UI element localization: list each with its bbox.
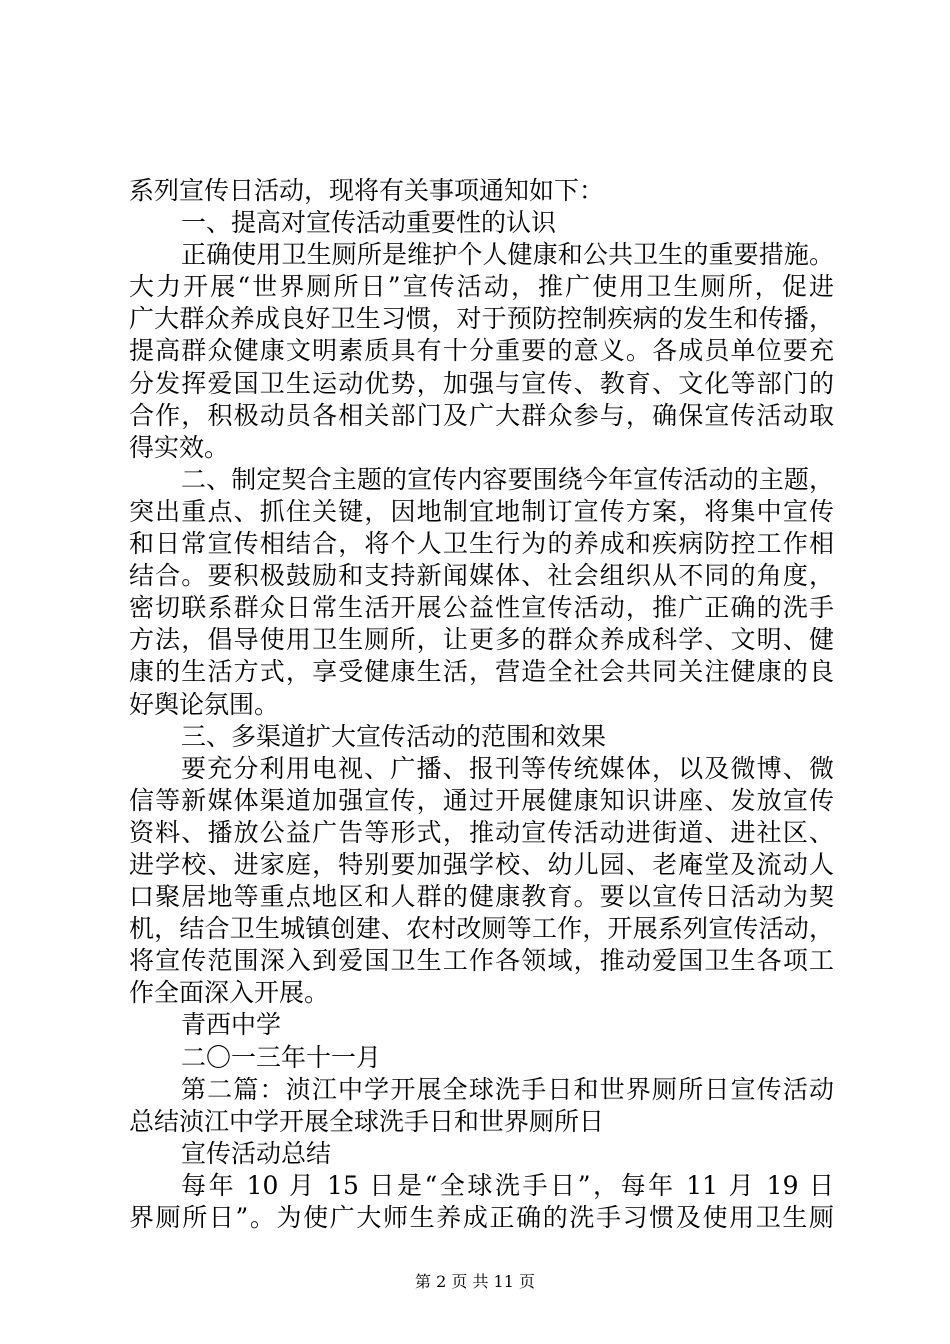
- text-line: 康的生活方式，享受健康生活，营造全社会共同关注健康的良: [129, 657, 834, 687]
- text-line: 正确使用卫生厕所是维护个人健康和公共卫生的重要措施。: [181, 240, 834, 270]
- text-line: 大力开展“世界厕所日”宣传活动，推广使用卫生厕所，促进: [129, 272, 834, 302]
- text-line: 二、制定契合主题的宣传内容要围绕今年宣传活动的主题，: [181, 464, 834, 494]
- text-line: 分发挥爱国卫生运动优势，加强与宣传、教育、文化等部门的: [129, 368, 834, 398]
- text-line: 每年 10 月 15 日是“全球洗手日”，每年 11 月 19 日: [181, 1170, 834, 1200]
- text-line: 进学校、进家庭，特别要加强学校、幼儿园、老庵堂及流动人: [129, 849, 834, 879]
- text-line: 口聚居地等重点地区和人群的健康教育。要以宣传日活动为契: [129, 882, 834, 912]
- text-line: 突出重点、抓住关键，因地制宜地制订宣传方案，将集中宣传: [129, 496, 834, 526]
- text-line: 作全面深入开展。: [129, 978, 330, 1008]
- text-line: 第二篇：浈江中学开展全球洗手日和世界厕所日宣传活动: [181, 1074, 834, 1104]
- text-line: 方法，倡导使用卫生厕所，让更多的群众养成科学、文明、健: [129, 625, 834, 655]
- text-line: 青西中学: [181, 1010, 282, 1040]
- text-line: 合作，积极动员各相关部门及广大群众参与，确保宣传活动取: [129, 400, 834, 430]
- text-line: 界厕所日”。为使广大师生养成正确的洗手习惯及使用卫生厕: [129, 1203, 834, 1232]
- text-line: 将宣传范围深入到爱国卫生工作各领域，推动爱国卫生各项工: [129, 946, 834, 976]
- document-body: [129, 175, 834, 1234]
- text-line: 好舆论氛围。: [129, 689, 280, 719]
- text-line: 和日常宣传相结合，将个人卫生行为的养成和疾病防控工作相: [129, 529, 834, 559]
- text-line: 广大群众养成良好卫生习惯，对于预防控制疾病的发生和传播，: [129, 304, 834, 334]
- text-line: 总结浈江中学开展全球洗手日和世界厕所日: [129, 1106, 605, 1136]
- page-footer: 第 2 页 共 11 页: [415, 1272, 535, 1291]
- text-line: 资料、播放公益广告等形式，推动宣传活动进街道、进社区、: [129, 817, 834, 847]
- text-line: 一、提高对宣传活动重要性的认识: [181, 208, 557, 238]
- text-line: 二〇一三年十一月: [181, 1042, 382, 1072]
- text-line: 机，结合卫生城镇创建、农村改厕等工作，开展系列宣传活动，: [129, 914, 834, 944]
- text-line: 结合。要积极鼓励和支持新闻媒体、社会组织从不同的角度，: [129, 561, 834, 591]
- text-line: 宣传活动总结: [181, 1138, 332, 1168]
- text-line: 密切联系群众日常生活开展公益性宣传活动，推广正确的洗手: [129, 593, 834, 623]
- text-line: 得实效。: [129, 432, 230, 462]
- text-line: 三、多渠道扩大宣传活动的范围和效果: [181, 721, 607, 751]
- text-line: 提高群众健康文明素质具有十分重要的意义。各成员单位要充: [129, 336, 834, 366]
- text-line: 信等新媒体渠道加强宣传，通过开展健康知识讲座、发放宣传: [129, 785, 834, 815]
- text-line: 要充分利用电视、广播、报刊等传统媒体，以及微博、微: [181, 753, 834, 783]
- text-line: 系列宣传日活动，现将有关事项通知如下：: [129, 176, 605, 205]
